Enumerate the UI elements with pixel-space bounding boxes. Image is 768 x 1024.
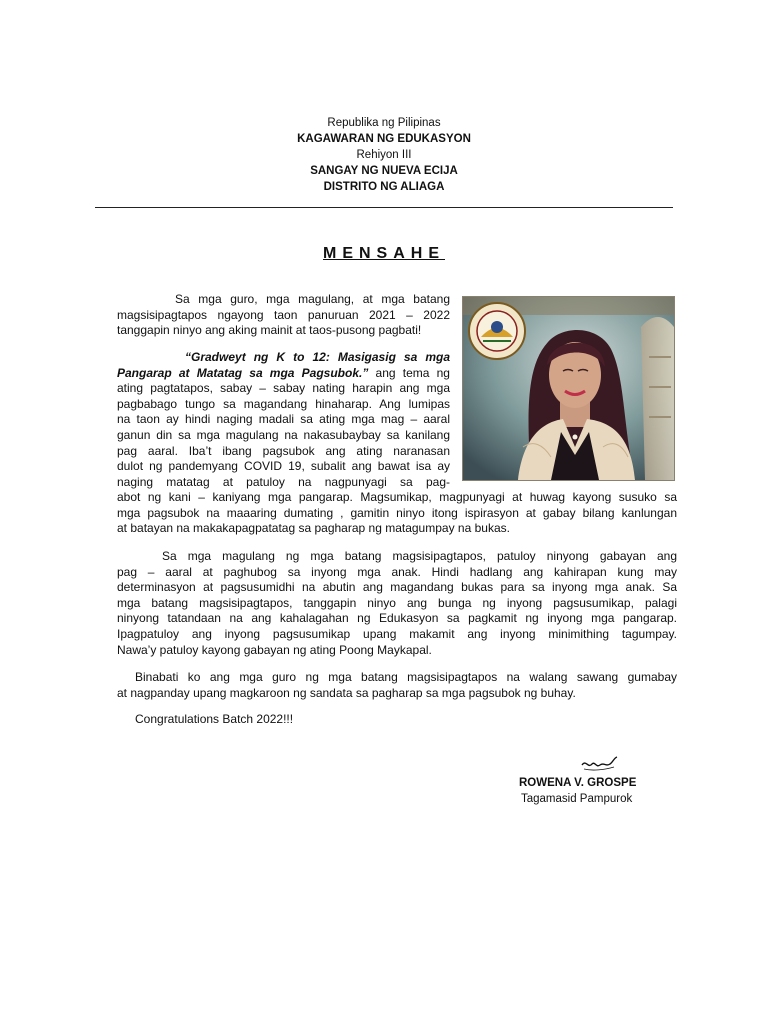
text-line: ninyong tatandaan na ang kahalagahan ng Edukasyon sa pagkamit ng inyong mga pangarap. bbox=[117, 611, 677, 626]
document-title: MENSAHE bbox=[322, 245, 445, 262]
paragraph-theme bbox=[117, 350, 450, 490]
paragraph-theme-continued bbox=[117, 490, 677, 537]
letterhead bbox=[0, 115, 768, 195]
text-line: abot ng kani – kaniyang mga pangarap. Magsumikap, magpunyagi at huwag kayong susuko sa bbox=[117, 490, 677, 504]
letterhead-district: DISTRITO NG ALIAGA bbox=[323, 181, 445, 193]
text-line bbox=[117, 366, 450, 382]
text-line: Congratulations Batch 2022!!! bbox=[135, 712, 294, 726]
text-line: mga pagsubok na maaaring dumating , gamitin ninyo itong ispirasyon at gabay bilang kanlungan bbox=[117, 505, 677, 520]
text-line: Sa mga guro, mga magulang, at mga batang bbox=[175, 292, 450, 306]
portrait-photo bbox=[462, 296, 675, 481]
paragraph-parents bbox=[117, 549, 677, 658]
text-line: Ipagpatuloy ang inyong pagsusumikap upang makamit ang inyong minimithing tagumpay. bbox=[117, 626, 677, 641]
paragraph-teachers bbox=[117, 670, 677, 701]
text-line: pag aaral. Iba’t ibang pagsubok ang ating naranasan bbox=[117, 443, 450, 458]
text-line: mga batang magsisipagtapos, tanggapin ninyo ang bunga ng inyong pagsusumikap, palagi bbox=[117, 595, 677, 610]
text-line: tanggapin ninyo ang aking mainit at taos-pusong pagbati! bbox=[117, 323, 422, 338]
text-line bbox=[117, 350, 450, 366]
text-line: determinasyon at pagsusumidhi na abutin ang magandang bukas para sa inyong mga anak. Sa bbox=[117, 580, 677, 595]
text-line: na taon ay hindi naging madali sa ating mga mag – aaral bbox=[117, 412, 450, 427]
text-line: at batayan na makakapagpatatag sa pagharap ng matagumpay na bukas. bbox=[117, 521, 510, 536]
header-divider bbox=[95, 207, 673, 208]
letterhead-division: SANGAY NG NUEVA ECIJA bbox=[310, 165, 458, 177]
signatory-position: Tagamasid Pampurok bbox=[521, 793, 633, 805]
text-line: dulot ng pandemyang COVID 19, subalit ang bawat isa ay bbox=[117, 459, 450, 474]
letterhead-country: Republika ng Pilipinas bbox=[327, 117, 441, 129]
letterhead-region: Rehiyon III bbox=[356, 149, 412, 161]
theme-title-part2: Pangarap at Matatag sa mga Pagsubok.” bbox=[117, 365, 369, 380]
text-line: naging matatag at patuloy na nagpunyagi sa pag- bbox=[117, 474, 450, 489]
paragraph-congratulations bbox=[117, 712, 677, 728]
text-line: ating pagtatapos, sabay – sabay nating harapin ang mga bbox=[117, 381, 450, 396]
text-fragment: ang tema ng bbox=[368, 365, 450, 380]
text-line: Nawa’y patuloy kayong gabayan ng ating Poong Maykapal. bbox=[117, 642, 432, 657]
text-line: Binabati ko ang mga guro ng mga batang magsisipagtapos na walang sawang gumabay bbox=[135, 670, 677, 684]
handwritten-signature bbox=[580, 755, 620, 775]
paragraph-greeting bbox=[117, 292, 450, 339]
signatory-name: ROWENA V. GROSPE bbox=[519, 777, 637, 789]
theme-title-part1: “Gradweyt ng K to 12: Masigasig sa mga bbox=[185, 350, 450, 364]
text-line: pagbabago tungo sa magandang hinaharap. Ang lumipas bbox=[117, 396, 450, 411]
text-line: Sa mga magulang ng mga batang magsisipagtapos, patuloy ninyong gabayan ang bbox=[162, 549, 677, 563]
text-line: ganun din sa mga magulang na nakasubaybay sa kanilang bbox=[117, 427, 450, 442]
signatory-block bbox=[519, 775, 636, 807]
text-line: at nagpanday upang magkaroon ng sandata sa pagharap sa mga pagsubok ng buhay. bbox=[117, 685, 576, 700]
text-line: pag – aaral at paghubog sa inyong mga anak. Hindi hadlang ang kahirapan kung may bbox=[117, 564, 677, 579]
letterhead-department: KAGAWARAN NG EDUKASYON bbox=[297, 133, 471, 145]
text-line: magsisipagtapos ngayong taon panuruan 2021 – 2022 bbox=[117, 307, 450, 322]
